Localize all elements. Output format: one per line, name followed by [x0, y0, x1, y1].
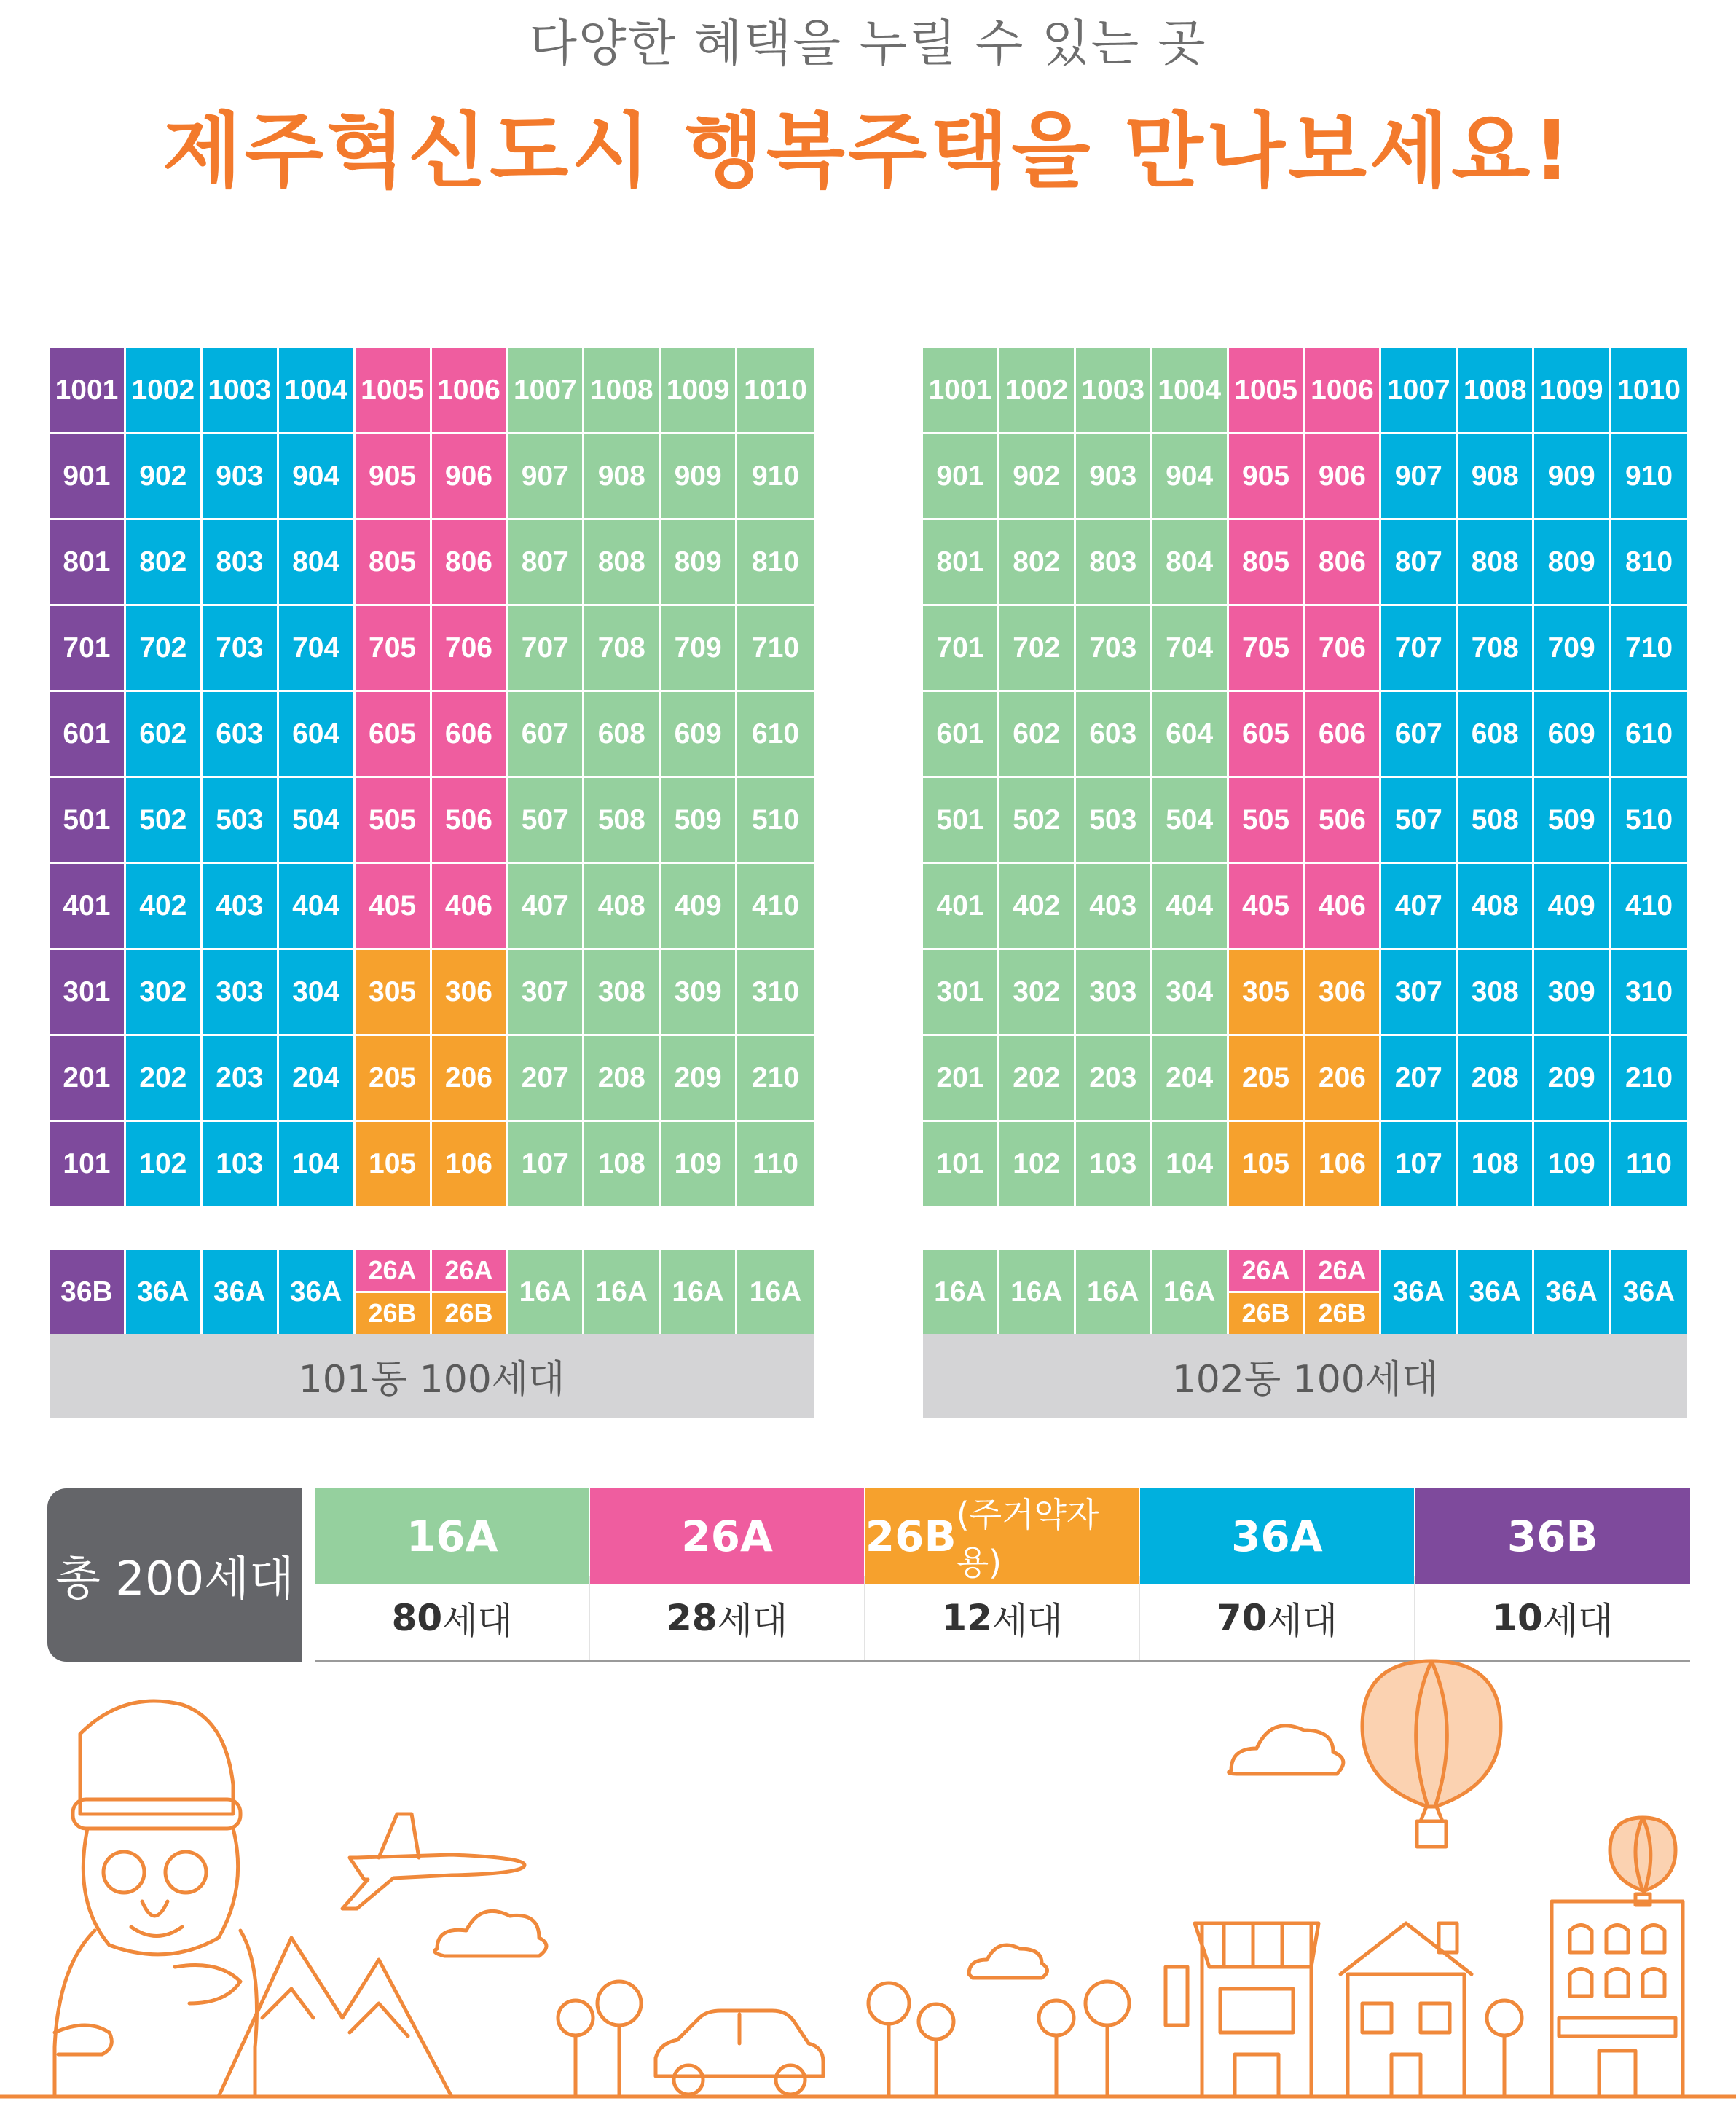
unit-cell: 407: [1381, 864, 1458, 950]
unit-cell: 403: [203, 864, 279, 950]
unit-cell: 307: [508, 950, 584, 1036]
unit-cell: 704: [1152, 606, 1229, 692]
unit-cell: 210: [1611, 1036, 1687, 1122]
building-102: [923, 348, 1687, 1418]
unit-cell: 404: [279, 864, 356, 950]
unit-cell: 202: [999, 1036, 1076, 1122]
unit-type-cell: [432, 1250, 508, 1334]
unit-cell: 201: [923, 1036, 999, 1122]
unit-cell: 104: [279, 1122, 356, 1208]
unit-cell: 810: [737, 520, 814, 606]
unit-cell: 109: [1534, 1122, 1611, 1208]
unit-type-cell: 16A: [584, 1250, 661, 1334]
unit-cell: 805: [1229, 520, 1305, 606]
unit-type-cell: 16A: [1152, 1250, 1229, 1334]
unit-cell: 804: [279, 520, 356, 606]
unit-cell: 102: [999, 1122, 1076, 1208]
unit-cell: 504: [1152, 778, 1229, 864]
unit-cell: 409: [1534, 864, 1611, 950]
unit-cell: 404: [1152, 864, 1229, 950]
unit-cell: 707: [1381, 606, 1458, 692]
unit-cell: 1010: [737, 348, 814, 434]
unit-cell: 205: [356, 1036, 432, 1122]
unit-cell: 302: [126, 950, 203, 1036]
unit-type-cell: 16A: [999, 1250, 1076, 1334]
unit-cell: 608: [1458, 692, 1534, 778]
unit-cell: 306: [1305, 950, 1382, 1036]
unit-cell: 509: [661, 778, 737, 864]
unit-cell: 906: [432, 434, 508, 520]
unit-cell: 609: [661, 692, 737, 778]
unit-cell: 401: [923, 864, 999, 950]
unit-type-cell: 36A: [203, 1250, 279, 1334]
unit-cell: 203: [203, 1036, 279, 1122]
unit-cell: 602: [126, 692, 203, 778]
summary-type-header: 36B: [1415, 1488, 1690, 1584]
unit-cell: 903: [203, 434, 279, 520]
unit-cell: 806: [432, 520, 508, 606]
unit-grid: [50, 348, 814, 1208]
unit-cell: 207: [508, 1036, 584, 1122]
unit-cell: 606: [1305, 692, 1382, 778]
unit-cell: 1010: [1611, 348, 1687, 434]
building-label: 102동 100세대: [923, 1334, 1687, 1418]
unit-cell: 406: [1305, 864, 1382, 950]
summary-type-header: 26B (주거약자용): [865, 1488, 1140, 1584]
unit-type-cell: 16A: [737, 1250, 814, 1334]
unit-cell: 710: [1611, 606, 1687, 692]
unit-cell: 506: [1305, 778, 1382, 864]
unit-cell: 605: [356, 692, 432, 778]
page-subtitle: 다양한 혜택을 누릴 수 있는 곳: [529, 15, 1207, 73]
unit-cell: 306: [432, 950, 508, 1036]
apartment-building-icon: [1552, 1901, 1683, 2097]
unit-cell: 609: [1534, 692, 1611, 778]
unit-cell: 305: [356, 950, 432, 1036]
unit-cell: 201: [50, 1036, 126, 1122]
unit-cell: 904: [279, 434, 356, 520]
unit-cell: 1006: [1305, 348, 1382, 434]
unit-cell: 505: [356, 778, 432, 864]
unit-cell: 303: [1076, 950, 1152, 1036]
unit-type-label: 26A: [432, 1250, 506, 1293]
unit-cell: 206: [432, 1036, 508, 1122]
unit-cell: 408: [584, 864, 661, 950]
hot-air-balloon-icon: [1362, 1661, 1501, 1847]
unit-cell: 806: [1305, 520, 1382, 606]
unit-cell: 803: [1076, 520, 1152, 606]
unit-cell: 301: [50, 950, 126, 1036]
unit-cell: 1009: [1534, 348, 1611, 434]
unit-type-summary: [315, 1488, 1690, 1662]
unit-cell: 106: [432, 1122, 508, 1208]
airplane-icon: [342, 1814, 525, 1909]
unit-cell: 1001: [50, 348, 126, 434]
unit-cell: 107: [508, 1122, 584, 1208]
unit-cell: 408: [1458, 864, 1534, 950]
unit-type-cell: 36B: [50, 1250, 126, 1334]
unit-cell: 310: [737, 950, 814, 1036]
unit-cell: 909: [661, 434, 737, 520]
unit-cell: 204: [279, 1036, 356, 1122]
unit-cell: 106: [1305, 1122, 1382, 1208]
unit-cell: 209: [1534, 1036, 1611, 1122]
cloud-icon: [969, 1945, 1048, 1978]
unit-cell: 204: [1152, 1036, 1229, 1122]
unit-type-cell: 16A: [661, 1250, 737, 1334]
unit-type-label: 26B: [1229, 1293, 1303, 1334]
unit-cell: 509: [1534, 778, 1611, 864]
unit-cell: 107: [1381, 1122, 1458, 1208]
unit-cell: 608: [584, 692, 661, 778]
unit-cell: 601: [50, 692, 126, 778]
unit-cell: 409: [661, 864, 737, 950]
unit-cell: 510: [1611, 778, 1687, 864]
shop-icon: [1166, 1923, 1319, 2097]
summary-header: [315, 1488, 1690, 1582]
cloud-icon: [1229, 1726, 1343, 1774]
unit-cell: 406: [432, 864, 508, 950]
unit-type-cell: [1305, 1250, 1382, 1334]
unit-cell: 507: [508, 778, 584, 864]
summary-type-header: 36A: [1140, 1488, 1415, 1584]
cloud-icon: [435, 1911, 546, 1956]
unit-cell: 604: [279, 692, 356, 778]
unit-type-cell: 36A: [1458, 1250, 1534, 1334]
unit-cell: 503: [1076, 778, 1152, 864]
unit-cell: 502: [999, 778, 1076, 864]
unit-type-cell: 36A: [1611, 1250, 1687, 1334]
unit-cell: 105: [356, 1122, 432, 1208]
unit-cell: 708: [584, 606, 661, 692]
unit-type-label: 26A: [1305, 1250, 1380, 1293]
unit-cell: 203: [1076, 1036, 1152, 1122]
unit-cell: 109: [661, 1122, 737, 1208]
unit-cell: 1001: [923, 348, 999, 434]
unit-cell: 309: [661, 950, 737, 1036]
unit-cell: 703: [203, 606, 279, 692]
unit-cell: 301: [923, 950, 999, 1036]
unit-cell: 602: [999, 692, 1076, 778]
unit-cell: 504: [279, 778, 356, 864]
unit-cell: 708: [1458, 606, 1534, 692]
unit-cell: 805: [356, 520, 432, 606]
unit-cell: 304: [1152, 950, 1229, 1036]
unit-cell: 901: [50, 434, 126, 520]
unit-cell: 507: [1381, 778, 1458, 864]
unit-cell: 1004: [279, 348, 356, 434]
unit-type-cell: 36A: [1534, 1250, 1611, 1334]
unit-cell: 804: [1152, 520, 1229, 606]
unit-cell: 901: [923, 434, 999, 520]
unit-cell: 402: [126, 864, 203, 950]
unit-cell: 905: [1229, 434, 1305, 520]
unit-type-label: 26B: [356, 1293, 430, 1334]
unit-type-cell: 16A: [1076, 1250, 1152, 1334]
unit-cell: 210: [737, 1036, 814, 1122]
unit-cell: 807: [1381, 520, 1458, 606]
unit-cell: 510: [737, 778, 814, 864]
unit-cell: 310: [1611, 950, 1687, 1036]
unit-cell: 809: [661, 520, 737, 606]
unit-cell: 607: [508, 692, 584, 778]
building-label: 101동 100세대: [50, 1334, 814, 1418]
unit-cell: 803: [203, 520, 279, 606]
unit-cell: 802: [126, 520, 203, 606]
unit-cell: 606: [432, 692, 508, 778]
unit-cell: 207: [1381, 1036, 1458, 1122]
unit-type-cell: 16A: [923, 1250, 999, 1334]
unit-cell: 108: [584, 1122, 661, 1208]
car-icon: [656, 2011, 823, 2094]
unit-cell: 309: [1534, 950, 1611, 1036]
unit-cell: 909: [1534, 434, 1611, 520]
unit-cell: 110: [737, 1122, 814, 1208]
unit-cell: 601: [923, 692, 999, 778]
unit-cell: 202: [126, 1036, 203, 1122]
summary-count: 28 세대: [590, 1576, 865, 1660]
total-units-badge: 총 200세대: [47, 1488, 302, 1662]
unit-cell: 808: [584, 520, 661, 606]
unit-cell: 508: [1458, 778, 1534, 864]
unit-type-row: [923, 1250, 1687, 1334]
unit-cell: 910: [737, 434, 814, 520]
unit-cell: 607: [1381, 692, 1458, 778]
unit-cell: 1002: [999, 348, 1076, 434]
house-icon: [1340, 1923, 1472, 2097]
unit-cell: 610: [1611, 692, 1687, 778]
unit-cell: 904: [1152, 434, 1229, 520]
unit-cell: 403: [1076, 864, 1152, 950]
page-title: 제주혁신도시 행복주택을 만나보세요!: [162, 104, 1574, 199]
unit-cell: 405: [1229, 864, 1305, 950]
unit-cell: 910: [1611, 434, 1687, 520]
unit-cell: 1007: [508, 348, 584, 434]
unit-cell: 705: [1229, 606, 1305, 692]
unit-cell: 503: [203, 778, 279, 864]
unit-cell: 709: [1534, 606, 1611, 692]
unit-cell: 903: [1076, 434, 1152, 520]
unit-cell: 206: [1305, 1036, 1382, 1122]
unit-cell: 209: [661, 1036, 737, 1122]
unit-cell: 1005: [356, 348, 432, 434]
unit-grid: [923, 348, 1687, 1208]
summary-count: 80 세대: [315, 1576, 590, 1660]
unit-type-cell: [356, 1250, 432, 1334]
unit-cell: 808: [1458, 520, 1534, 606]
unit-type-label: 26A: [356, 1250, 430, 1293]
unit-cell: 807: [508, 520, 584, 606]
unit-type-cell: 36A: [279, 1250, 356, 1334]
unit-cell: 506: [432, 778, 508, 864]
unit-cell: 1005: [1229, 348, 1305, 434]
unit-cell: 802: [999, 520, 1076, 606]
unit-cell: 902: [999, 434, 1076, 520]
unit-cell: 303: [203, 950, 279, 1036]
unit-cell: 508: [584, 778, 661, 864]
unit-cell: 102: [126, 1122, 203, 1208]
unit-cell: 402: [999, 864, 1076, 950]
unit-cell: 101: [923, 1122, 999, 1208]
unit-type-label: 26B: [432, 1293, 506, 1334]
unit-cell: 907: [1381, 434, 1458, 520]
unit-type-label: 26B: [1305, 1293, 1380, 1334]
unit-cell: 103: [203, 1122, 279, 1208]
unit-cell: 308: [1458, 950, 1534, 1036]
unit-cell: 101: [50, 1122, 126, 1208]
unit-cell: 701: [923, 606, 999, 692]
summary-type-header: 16A: [315, 1488, 590, 1584]
unit-cell: 801: [923, 520, 999, 606]
unit-cell: 702: [999, 606, 1076, 692]
unit-cell: 501: [923, 778, 999, 864]
unit-cell: 1008: [1458, 348, 1534, 434]
unit-cell: 707: [508, 606, 584, 692]
unit-cell: 108: [1458, 1122, 1534, 1208]
unit-cell: 208: [584, 1036, 661, 1122]
unit-cell: 902: [126, 434, 203, 520]
hot-air-balloon-icon: [1610, 1818, 1676, 1905]
unit-cell: 604: [1152, 692, 1229, 778]
unit-cell: 1008: [584, 348, 661, 434]
unit-cell: 407: [508, 864, 584, 950]
unit-cell: 610: [737, 692, 814, 778]
summary-count: 10 세대: [1492, 1597, 1614, 1642]
unit-cell: 810: [1611, 520, 1687, 606]
unit-cell: 809: [1534, 520, 1611, 606]
unit-cell: 1009: [661, 348, 737, 434]
dol-hareubang-icon: [55, 1701, 257, 2097]
unit-cell: 709: [661, 606, 737, 692]
summary-type-header: 26A: [590, 1488, 865, 1584]
unit-cell: 110: [1611, 1122, 1687, 1208]
unit-cell: 801: [50, 520, 126, 606]
unit-cell: 701: [50, 606, 126, 692]
unit-cell: 505: [1229, 778, 1305, 864]
unit-cell: 1006: [432, 348, 508, 434]
unit-type-cell: 36A: [126, 1250, 203, 1334]
unit-cell: 103: [1076, 1122, 1152, 1208]
unit-cell: 603: [203, 692, 279, 778]
unit-type-row: [50, 1250, 814, 1334]
unit-cell: 1007: [1381, 348, 1458, 434]
unit-cell: 410: [737, 864, 814, 950]
unit-cell: 305: [1229, 950, 1305, 1036]
unit-cell: 401: [50, 864, 126, 950]
unit-type-label: 26A: [1229, 1250, 1303, 1293]
unit-cell: 308: [584, 950, 661, 1036]
unit-cell: 104: [1152, 1122, 1229, 1208]
unit-cell: 908: [584, 434, 661, 520]
unit-cell: 410: [1611, 864, 1687, 950]
unit-cell: 908: [1458, 434, 1534, 520]
jeju-town-illustration: [0, 1639, 1736, 2109]
unit-cell: 304: [279, 950, 356, 1036]
unit-cell: 502: [126, 778, 203, 864]
building-101: [50, 348, 814, 1418]
unit-cell: 1003: [1076, 348, 1152, 434]
unit-type-cell: 16A: [508, 1250, 584, 1334]
unit-cell: 905: [356, 434, 432, 520]
unit-cell: 302: [999, 950, 1076, 1036]
unit-cell: 307: [1381, 950, 1458, 1036]
unit-cell: 710: [737, 606, 814, 692]
unit-cell: 705: [356, 606, 432, 692]
unit-type-cell: [1229, 1250, 1305, 1334]
unit-cell: 906: [1305, 434, 1382, 520]
unit-cell: 704: [279, 606, 356, 692]
unit-cell: 1002: [126, 348, 203, 434]
unit-cell: 702: [126, 606, 203, 692]
unit-cell: 205: [1229, 1036, 1305, 1122]
unit-cell: 603: [1076, 692, 1152, 778]
unit-cell: 105: [1229, 1122, 1305, 1208]
unit-cell: 907: [508, 434, 584, 520]
unit-cell: 208: [1458, 1036, 1534, 1122]
unit-cell: 706: [432, 606, 508, 692]
unit-cell: 1004: [1152, 348, 1229, 434]
summary-count: 70 세대: [1140, 1576, 1415, 1660]
unit-cell: 706: [1305, 606, 1382, 692]
unit-cell: 501: [50, 778, 126, 864]
unit-cell: 703: [1076, 606, 1152, 692]
unit-cell: 405: [356, 864, 432, 950]
unit-cell: 1003: [203, 348, 279, 434]
unit-cell: 605: [1229, 692, 1305, 778]
summary-count: 12 세대: [865, 1576, 1140, 1660]
unit-type-cell: 36A: [1381, 1250, 1458, 1334]
